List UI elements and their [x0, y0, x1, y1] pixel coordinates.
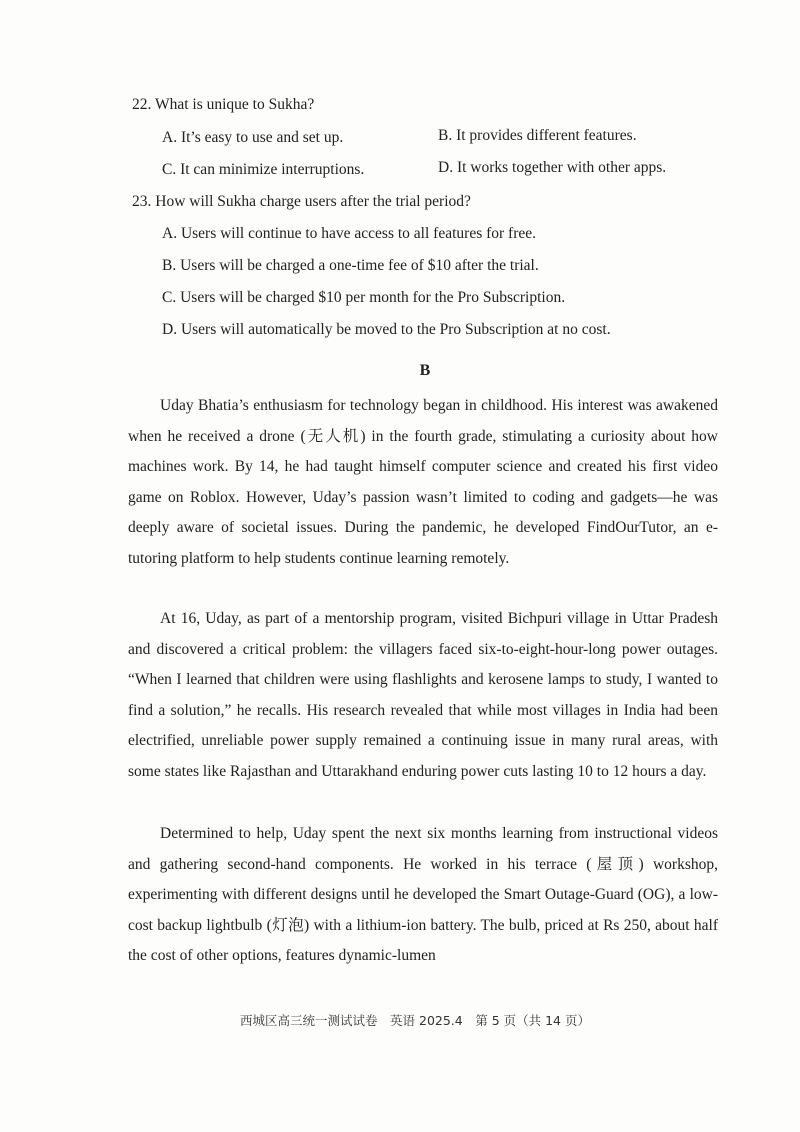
passage-paragraph-2: At 16, Uday, as part of a mentorship program, visited Bichpuri village in Uttar Pradesh and discovered a critical problem: the villagers faced six-to-eight-hour-long power outages. “When I learned that children were using flashlights and kerosene lamps to study, I wanted to find a solution,” he recalls. His research revealed that while most villages in India had been electrified, unreliable power supply remained a continuing issue in many rural areas, with some states like Rajasthan and Uttarakhand enduring power cuts lasting 10 to 12 hours a day. [128, 610, 718, 780]
question-22-option-d: D. It works together with other apps. [438, 159, 667, 176]
passage-paragraph-1: Uday Bhatia’s enthusiasm for technology began in childhood. His interest was awakened when he received a drone (无人机) in the fourth grade, stimulating a curiosity about how machines work. By 14, he had taught himself computer science and created his first video game on Roblox. However, Uday’s passion wasn’t limited to coding and gadgets—he was deeply aware of societal issues. During the pandemic, he developed FindOurTutor, an e-tutoring platform to help students continue learning remotely. [128, 397, 718, 567]
question-23-stem: 23. How will Sukha charge users after the trial period? [132, 193, 471, 210]
section-heading: B [419, 362, 431, 379]
question-22-option-a: A. It’s easy to use and set up. [162, 129, 344, 146]
question-22-option-b: B. It provides different features. [438, 127, 637, 144]
question-23-option-b: B. Users will be charged a one-time fee of $10 after the trial. [162, 257, 539, 274]
question-23-option-c: C. Users will be charged $10 per month for the Pro Subscription. [162, 289, 566, 306]
question-22-option-c: C. It can minimize interruptions. [162, 161, 365, 178]
page-footer: 西城区高三统一测试试卷 英语 2025.4 第 5 页（共 14 页） [240, 1013, 590, 1028]
question-23-option-a: A. Users will continue to have access to all features for free. [162, 225, 537, 242]
passage-paragraph-3: Determined to help, Uday spent the next six months learning from instructional videos and gathering second-hand components. He worked in his terrace (屋顶) workshop, experimenting with different designs until he developed the Smart Outage-Guard (OG), a low-cost backup lightbulb (灯泡) with a lithium-ion battery. The bulb, priced at Rs 250, about half the cost of other options, features dynamic-lumen [128, 825, 718, 965]
question-22-stem: 22. What is unique to Sukha? [132, 96, 315, 113]
question-23-option-d: D. Users will automatically be moved to the Pro Subscription at no cost. [162, 321, 611, 338]
